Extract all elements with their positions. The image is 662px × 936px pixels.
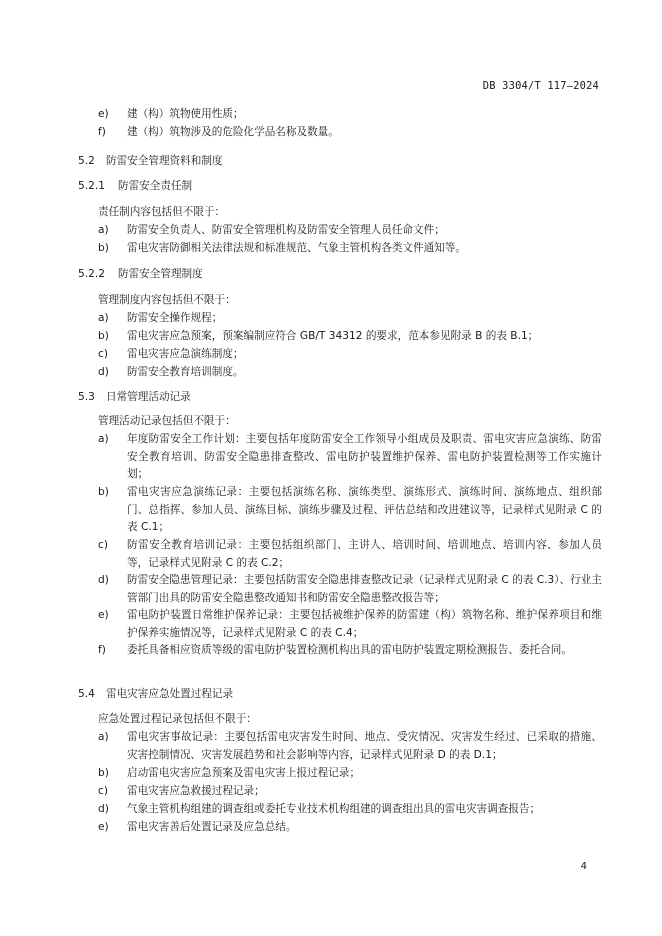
list-text: 建（构）筑物涉及的危险化学品名称及数量。 — [127, 126, 339, 138]
list-marker: c) — [98, 539, 108, 551]
list-text: 雷电灾害应急演练制度； — [127, 348, 244, 360]
list-item — [98, 484, 602, 537]
list-marker: e) — [98, 821, 109, 833]
list-text: 雷电灾害应急预案，预案编制应符合 GB/T 34312 的要求，范本参见附录 B 的表 B.1； — [127, 330, 539, 342]
section-intro: 应急处置过程记录包括但不限于： — [98, 713, 257, 725]
section-intro: 管理活动记录包括但不限于： — [98, 415, 236, 427]
list-text: 防雷安全负责人、防雷安全管理机构及防雷安全管理人员任命文件； — [127, 224, 445, 236]
section-title: 防雷安全管理制度 — [118, 268, 203, 280]
list-item — [98, 106, 602, 124]
list-marker: b) — [98, 486, 109, 498]
list-text: 启动雷电灾害应急预案及雷电灾害上报过程记录； — [127, 767, 361, 779]
section-number: 5.3 — [78, 391, 95, 403]
list-item — [98, 364, 602, 382]
list-item — [98, 819, 602, 837]
list-item — [98, 222, 602, 240]
section-number: 5.4 — [78, 688, 95, 700]
list-text: 委托具备相应资质等级的雷电防护装置检测机构出具的雷电防护装置定期检测报告、委托合同。 — [127, 644, 572, 656]
list-marker: a) — [98, 224, 109, 236]
list-marker: e) — [98, 609, 109, 621]
list-marker: e) — [98, 108, 109, 120]
section-heading-5-2 — [78, 153, 223, 171]
section-heading-5-2-2 — [78, 266, 203, 284]
list-marker: c) — [98, 348, 108, 360]
section-number: 5.2.1 — [78, 180, 105, 192]
list-item — [98, 537, 602, 572]
list-item — [98, 240, 602, 258]
list-marker: f) — [98, 644, 106, 656]
list-text: 雷电灾害防御相关法律法规和标准规范、气象主管机构各类文件通知等。 — [127, 242, 466, 254]
list-marker: b) — [98, 767, 109, 779]
list-item — [98, 607, 602, 642]
list-marker: a) — [98, 731, 109, 743]
list-text: 雷电灾害应急救援过程记录； — [127, 785, 265, 797]
list-item — [98, 572, 602, 607]
list-text: 年度防雷安全工作计划：主要包括年度防雷安全工作领导小组成员及职责、雷电灾害应急演练、防雷安全教育培训、防雷安全隐患排查整改、雷电防护装置维护保养、雷电防护装置检测等工作实施计划； — [127, 433, 602, 481]
section-title: 防雷安全责任制 — [118, 180, 193, 192]
list-item — [98, 729, 602, 764]
list-item — [98, 310, 602, 328]
section-heading-5-3 — [78, 389, 191, 407]
section-number: 5.2.2 — [78, 268, 105, 280]
list-text: 防雷安全操作规程； — [127, 312, 223, 324]
list-text: 雷电灾害应急演练记录：主要包括演练名称、演练类型、演练形式、演练时间、演练地点、组织部门、总指挥、参加人员、演练目标、演练步骤及过程、评估总结和改进建议等，记录样式见附录 C 的表 C.1； — [127, 486, 602, 534]
list-marker: f) — [98, 126, 106, 138]
list-marker: b) — [98, 242, 109, 254]
doc-code: DB 3304/T 117—2024 — [482, 80, 599, 92]
list-item — [98, 801, 602, 819]
list-text: 防雷安全教育培训记录：主要包括组织部门、主讲人、培训时间、培训地点、培训内容、参加人员等，记录样式见附录 C 的表 C.2； — [127, 539, 602, 569]
list-marker: a) — [98, 433, 109, 445]
list-item — [98, 124, 602, 142]
section-intro: 管理制度内容包括但不限于： — [98, 294, 236, 306]
list-item — [98, 328, 602, 346]
section-heading-5-2-1 — [78, 178, 192, 196]
section-intro: 责任制内容包括但不限于： — [98, 206, 226, 218]
list-text: 雷电防护装置日常维护保养记录：主要包括被维护保养的防雷建（构）筑物名称、维护保养项目和维护保养实施情况等，记录样式见附录 C 的表 C.4； — [127, 609, 602, 639]
list-item — [98, 765, 602, 783]
list-item — [98, 642, 602, 660]
section-title: 防雷安全管理资料和制度 — [106, 155, 223, 167]
list-text: 雷电灾害善后处置记录及应急总结。 — [127, 821, 297, 833]
list-item — [98, 783, 602, 801]
list-text: 防雷安全隐患管理记录：主要包括防雷安全隐患排查整改记录（记录样式见附录 C 的表 C.3）、行业主管部门出具的防雷安全隐患整改通知书和防雷安全隐患整改报告等； — [127, 574, 602, 604]
list-text: 雷电灾害事故记录：主要包括雷电灾害发生时间、地点、受灾情况、灾害发生经过、已采取的措施、灾害控制情况、灾害发展趋势和社会影响等内容，记录样式见附录 D 的表 D.1； — [127, 731, 602, 761]
list-item — [98, 431, 602, 484]
list-marker: d) — [98, 574, 109, 586]
list-text: 建（构）筑物使用性质； — [127, 108, 244, 120]
list-marker: b) — [98, 330, 109, 342]
list-marker: d) — [98, 803, 109, 815]
section-title: 日常管理活动记录 — [106, 391, 191, 403]
list-text: 气象主管机构组建的调查组或委托专业技术机构组建的调查组出具的雷电灾害调查报告； — [127, 803, 541, 815]
list-item — [98, 346, 602, 364]
list-marker: c) — [98, 785, 108, 797]
list-text: 防雷安全教育培训制度。 — [127, 366, 244, 378]
list-marker: d) — [98, 366, 109, 378]
section-title: 雷电灾害应急处置过程记录 — [106, 688, 234, 700]
list-marker: a) — [98, 312, 109, 324]
section-number: 5.2 — [78, 155, 95, 167]
section-heading-5-4 — [78, 686, 233, 704]
page-number: 4 — [580, 861, 587, 872]
